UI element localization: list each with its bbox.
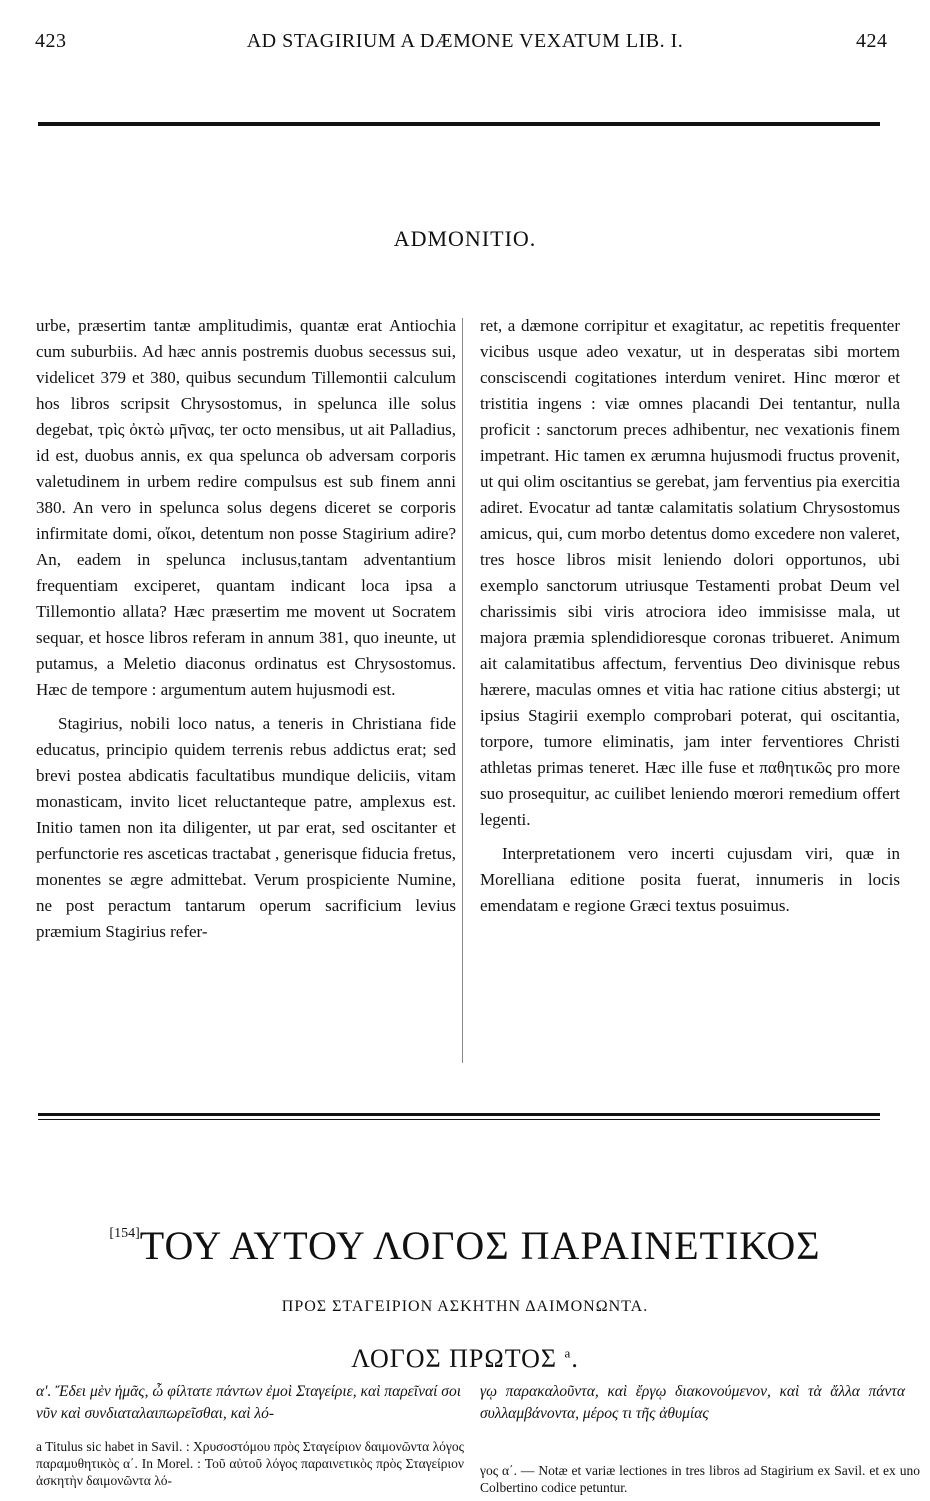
logos-protos-heading: ΛΟΓΟΣ ΠΡΩΤΟΣ $^a$. xyxy=(351,1344,579,1373)
page-marker: [154] xyxy=(109,1226,140,1241)
left-column xyxy=(36,313,456,953)
footnote-right: γος α΄. — Notæ et variæ lectiones in tres libros ad Stagirium ex Savil. et ex uno Colbertino codice petuntur. xyxy=(480,1463,920,1495)
footnote-mark: a xyxy=(564,1345,572,1361)
header-rule xyxy=(38,122,880,126)
admonitio-heading: ADMONITIO. xyxy=(393,226,537,251)
right-column xyxy=(480,313,900,927)
section-rule-top xyxy=(38,1113,880,1116)
footnote-left: a Titulus sic habet in Savil. : Χρυσοστόμου πρὸς Σταγείριον δαιμονῶντα λόγος παραμυθητικὸς α΄. In Morel. : Τοῦ αὐτοῦ λόγος παραινετικὸς πρὸς Σταγείριον ἀσκητὴν δαιμονῶντα λό- xyxy=(36,1439,464,1488)
left-paragraph-2: Stagirius, nobili loco natus, a teneris in Christiana fide educatus, principio quidem terrenis rebus addictus erat; sed brevi postea abdicatis facultatibus mundique deliciis, vitam monasticam, invito licet reluctanteque patre, amplexus est. Initio tamen non ita diligenter, ut par erat, sed oscitanter et perfunctorie res asceticas tractabat , generisque fiducia fretus, monentes se ægre admittebat. Verum prospiciente Numine, ne post peractum tantarum operum sacrificium levius præmium Stagirius refer- xyxy=(36,714,456,941)
greek-text-right: γῳ παρακαλοῦντα, καὶ ἔργῳ διακονούμενον, καὶ τὰ ἄλλα πάντα συλλαμβάνοντα, μέρος τι τῆς ἀθυμίας xyxy=(480,1383,905,1422)
column-divider xyxy=(462,318,463,1063)
greek-subtitle: ΠΡΟΣ ΣΤΑΓΕΙΡΙΟΝ ΑΣΚΗΤΗΝ ΔΑΙΜΟΝΩΝΤΑ. xyxy=(281,1298,649,1315)
right-paragraph-2: Interpretationem vero incerti cujusdam viri, quæ in Morelliana editione posita fuerat, innumeris in locis emendatam e regione Græci textus posuimus. xyxy=(480,844,900,915)
left-paragraph-1: urbe, præsertim tantæ amplitudimis, quantæ erat Antiochia cum suburbiis. Ad hæc annis postremis duobus secessus sui, videlicet 379 et 380, quibus secundum Tillemontii calculum hos libros scripsit Chrysostomus, in spelunca ille solus degebat, τρὶς ὀκτὼ μῆνας, ter octo mensibus, ut ait Palladius, id est, duobus annis, ex qua spelunca ob adversam corporis valetudinem in urbem redire compulsus est sub finem anni 380. An vero in spelunca solus degens diceret se corporis infirmitate domi, οἴκοι, detentum non posse Stagirium adire? An, eadem in spelunca inclusus,tantam adventantium frequentiam exciperet, quantam indicant loca ipsa a Tillemontio allata? Hæc præsertim me movent ut Socratem sequar, et hosce libros referam in annum 381, quo ineunte, ut putamus, a Meletio diaconus ordinatus est Chrysostomus. Hæc de tempore : argumentum autem hujusmodi est. xyxy=(36,316,456,699)
logos-protos-text: ΛΟΓΟΣ ΠΡΩΤΟΣ xyxy=(351,1344,558,1373)
page-number-left: 423 xyxy=(35,30,67,52)
greek-text-left: α'. Ἔδει μὲν ἡμᾶς, ὦ φίλτατε πάντων ἐμοὶ Σταγείριε, καὶ παρεῖναί σοι νῦν καὶ συνδιαταλαιπωρεῖσθαι, καὶ λό- xyxy=(36,1383,461,1422)
greek-title-text: ΤΟΥ ΑΥΤΟΥ ΛΟΓΟΣ ΠΑΡΑΙΝΕΤΙΚΟΣ xyxy=(139,1223,821,1268)
page-number-right: 424 xyxy=(856,30,888,52)
section-rule-bottom xyxy=(38,1119,880,1120)
running-title: AD STAGIRIUM A DÆMONE VEXATUM LIB. I. xyxy=(246,30,684,52)
greek-title xyxy=(0,1222,930,1269)
right-paragraph-1: ret, a dæmone corripitur et exagitatur, ac repetitis frequenter vicibus usque adeo vexatur, ut in desperatas sibi mortem consciscendi cogitationes interdum veniret. Hinc mœror et tristitia ingens : viæ omnes placandi Dei tentantur, nulla proficit : sanctorum preces adhibentur, nec vexationis finem impetrant. Hic tamen ex ærumna hujusmodi fructus provenit, ut qui olim oscitantius se gerebat, jam ferventius pia exercitia adiret. Evocatur ad tantæ calamitatis solatium Chrysostomus amicus, qui, cum morbo detentus domo excedere non valeret, tres hosce libros misit leniendo dolori opportunos, ubi exemplo sanctorum utriusque Testamenti probat Deum vel charissimis sibi viris atrociora ideo immisisse mala, ut majora præmia splendidioresque coronas tribueret. Animum ait calamitatibus affectum, ferventius Deo divinisque rebus hærere, maculas omnes et vitia hac ratione citius abstergi; ut ipsius Stagirii exemplo comprobari poterat, qui oscitantia, torpore, tumore eliminatis, jam inter ferventiores Christi athletas primas teneret. Hæc ille fuse et παθητικῶς pro more suo prosequitur, ac cuilibet leniendo mœrori remedium offert legenti. xyxy=(480,316,900,829)
